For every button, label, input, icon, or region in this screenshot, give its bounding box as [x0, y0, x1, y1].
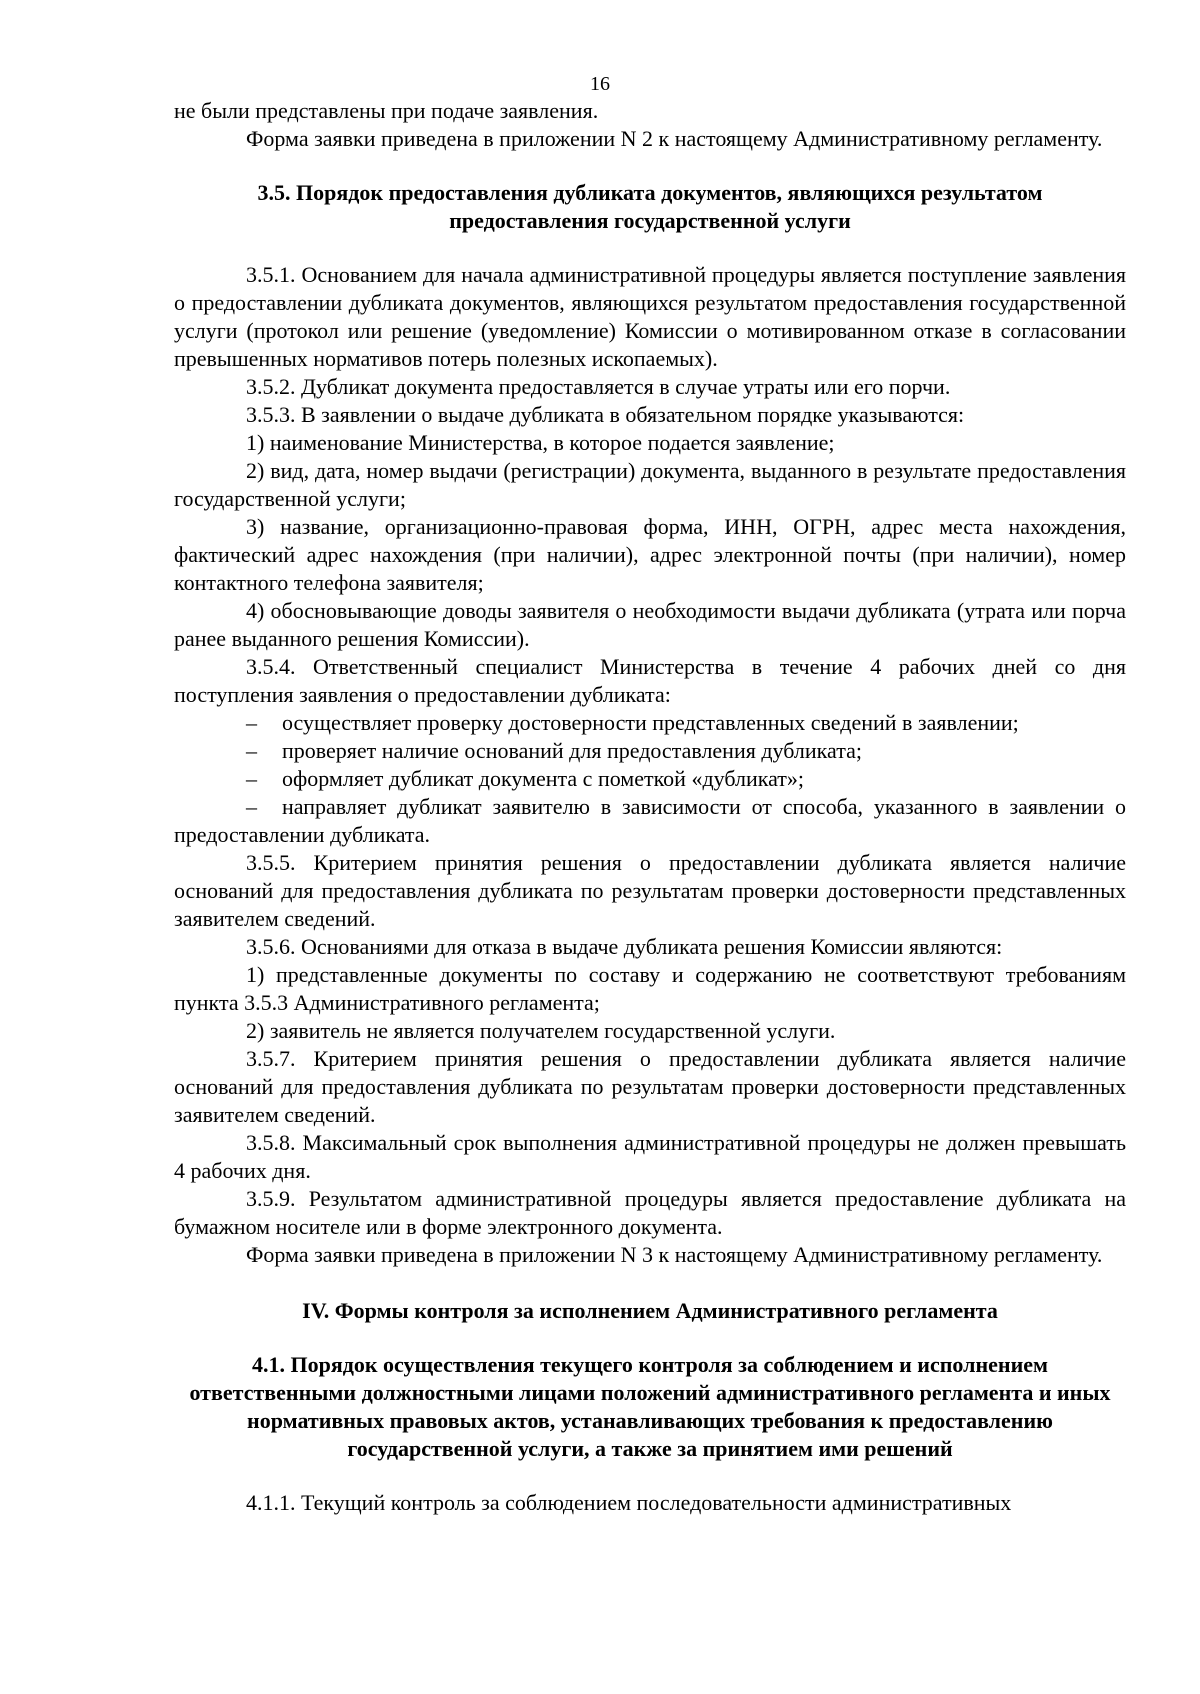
- section-3-5-heading: 3.5. Порядок предоставления дубликата документов, являющихся результатом предоставления государственной услуги: [257, 180, 1043, 233]
- form-note-appendix-2: Форма заявки приведена в приложении N 2 к настоящему Административному регламенту.: [246, 126, 1103, 151]
- paragraph-3-5-8: 3.5.8. Максимальный срок выполнения административной процедуры не должен превышать 4 рабочих дня.: [174, 1130, 1126, 1183]
- paragraph-3-5-6: 3.5.6. Основаниями для отказа в выдаче дубликата решения Комиссии являются:: [246, 934, 1003, 959]
- list-item-3-5-3-3: 3) название, организационно-правовая форма, ИНН, ОГРН, адрес места нахождения, фактический адрес нахождения (при наличии), адрес электронной почты (при наличии), номер контактного телефона заявителя;: [174, 514, 1126, 595]
- list-item-3-5-6-2: 2) заявитель не является получателем государственной услуги.: [246, 1018, 836, 1043]
- list-item-3-5-6-1: 1) представленные документы по составу и содержанию не соответствуют требованиям пункта 3.5.3 Административного регламента;: [174, 962, 1126, 1015]
- page-number: 16: [590, 73, 610, 95]
- dash-item-1: [174, 709, 1126, 737]
- paragraph-3-5-4: 3.5.4. Ответственный специалист Министерства в течение 4 рабочих дней со дня поступления заявления о предоставлении дубликата:: [174, 654, 1126, 707]
- dash-item-text: осуществляет проверку достоверности представленных сведений в заявлении;: [282, 710, 1019, 735]
- list-item-3-5-3-2: 2) вид, дата, номер выдачи (регистрации) документа, выданного в результате предоставления государственной услуги;: [174, 458, 1126, 511]
- paragraph-3-5-2: 3.5.2. Дубликат документа предоставляется в случае утраты или его порчи.: [246, 374, 951, 399]
- paragraph-3-5-9: 3.5.9. Результатом административной процедуры является предоставление дубликата на бумажном носителе или в форме электронного документа.: [174, 1186, 1126, 1239]
- dash-mark: –: [246, 738, 257, 763]
- document-body: [174, 97, 1126, 1517]
- paragraph-4-1-1: 4.1.1. Текущий контроль за соблюдением последовательности административных: [246, 1490, 1012, 1515]
- section-4-1-heading: 4.1. Порядок осуществления текущего контроля за соблюдением и исполнением ответственными должностными лицами положений административного регламента и иных нормативных правовых актов, устанавливающих требования к предоставлению государственной услуги, а также за принятием ими решений: [189, 1352, 1111, 1461]
- paragraph-3-5-1: 3.5.1. Основанием для начала административной процедуры является поступление заявления о предоставлении дубликата документов, являющихся результатом предоставления государственной услуги (протокол или решение (уведомление) Комиссии о мотивированном отказе в согласовании превышенных нормативов потерь полезных ископаемых).: [174, 262, 1126, 371]
- paragraph-3-5-3: 3.5.3. В заявлении о выдаче дубликата в обязательном порядке указываются:: [246, 402, 965, 427]
- continuation-text: не были представлены при подаче заявления.: [174, 98, 599, 123]
- form-note-appendix-3: Форма заявки приведена в приложении N 3 к настоящему Административному регламенту.: [246, 1242, 1103, 1267]
- dash-item-3: [174, 765, 1126, 793]
- dash-item-4: [174, 793, 1126, 849]
- dash-item-text: оформляет дубликат документа с пометкой «дубликат»;: [282, 766, 805, 791]
- dash-item-text: проверяет наличие оснований для предоставления дубликата;: [282, 738, 862, 763]
- dash-mark: –: [246, 794, 257, 819]
- dash-mark: –: [246, 710, 257, 735]
- section-4-heading: IV. Формы контроля за исполнением Административного регламента: [302, 1298, 998, 1323]
- dash-item-2: [174, 737, 1126, 765]
- list-item-3-5-3-1: 1) наименование Министерства, в которое подается заявление;: [246, 430, 835, 455]
- dash-item-text: направляет дубликат заявителю в зависимости от способа, указанного в заявлении о предоставлении дубликата.: [174, 794, 1126, 847]
- dash-mark: –: [246, 766, 257, 791]
- paragraph-3-5-7: 3.5.7. Критерием принятия решения о предоставлении дубликата является наличие оснований для предоставления дубликата по результатам проверки достоверности представленных заявителем сведений.: [174, 1046, 1126, 1127]
- list-item-3-5-3-4: 4) обосновывающие доводы заявителя о необходимости выдачи дубликата (утрата или порча ранее выданного решения Комиссии).: [174, 598, 1126, 651]
- paragraph-3-5-5: 3.5.5. Критерием принятия решения о предоставлении дубликата является наличие оснований для предоставления дубликата по результатам проверки достоверности представленных заявителем сведений.: [174, 850, 1126, 931]
